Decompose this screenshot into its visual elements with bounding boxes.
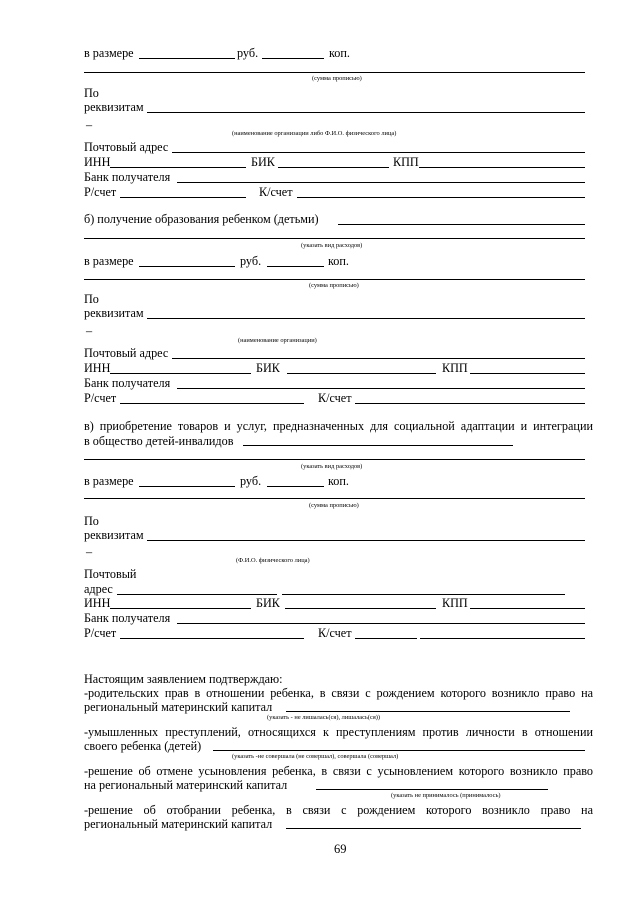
bank-field[interactable]	[177, 388, 585, 389]
amount-rub-field[interactable]	[139, 486, 235, 487]
bik-field[interactable]	[278, 167, 389, 168]
kpp-field[interactable]	[470, 373, 585, 374]
hint-org: (наименование организации либо Ф.И.О. физического лица)	[232, 130, 397, 137]
kschet-label: К/счет	[259, 185, 293, 199]
po-label: По	[84, 292, 99, 306]
rschet-field[interactable]	[120, 403, 304, 404]
rub-label: руб.	[237, 46, 259, 60]
inn-field[interactable]	[110, 167, 246, 168]
rschet-label: Р/счет	[84, 185, 117, 199]
confirm-item4-line1: -решение об отобрании ребенка, в связи с рождением которого возникло право на	[84, 803, 593, 817]
kpp-label: КПП	[442, 596, 468, 610]
hint-fio: (Ф.И.О. физического лица)	[236, 557, 310, 564]
kop-label: коп.	[328, 254, 349, 268]
confirm-heading: Настоящим заявлением подтверждаю:	[84, 672, 283, 686]
confirm-item1-line1: -родительских прав в отношении ребенка, в связи с рождением которого возникло право на	[84, 686, 593, 700]
rekvizitam-label: реквизитам	[84, 306, 144, 320]
hint-amount-words: (сумма прописью)	[309, 502, 359, 509]
amount-words-field[interactable]	[84, 498, 585, 499]
kschet-label: К/счет	[318, 391, 352, 405]
kschet-field[interactable]	[297, 197, 585, 198]
inn-label: ИНН	[84, 361, 111, 375]
kpp-label: КПП	[393, 155, 419, 169]
amount-words-field[interactable]	[84, 72, 585, 73]
confirm-item3-field[interactable]	[316, 789, 548, 790]
postal-label: Почтовый адрес	[84, 346, 169, 360]
recipient-field[interactable]	[147, 318, 585, 319]
bik-label: БИК	[256, 596, 280, 610]
postal-field[interactable]	[117, 594, 277, 595]
rschet-field[interactable]	[120, 197, 246, 198]
bik-label: БИК	[256, 361, 280, 375]
hint-amount-words: (сумма прописью)	[309, 282, 359, 289]
bank-label: Банк получателя	[84, 376, 171, 390]
kop-label: коп.	[328, 474, 349, 488]
amount-label: в размере	[84, 474, 134, 488]
bank-label: Банк получателя	[84, 170, 171, 184]
postal-label: Почтовый	[84, 567, 137, 581]
bank-field[interactable]	[177, 182, 585, 183]
section-c-title-line2: в общество детей-инвалидов	[84, 434, 234, 448]
section-c-title-line1: в) приобретение товаров и услуг, предназначенных для социальной адаптации и интеграции	[84, 419, 593, 433]
confirm-item3-hint: (указать не принималось (принималось)	[391, 792, 501, 799]
rub-label: руб.	[240, 474, 262, 488]
amount-kop-field[interactable]	[267, 486, 324, 487]
confirm-item3-line2: на региональный материнский капитал	[84, 778, 288, 792]
bank-label: Банк получателя	[84, 611, 171, 625]
bik-field[interactable]	[287, 373, 436, 374]
section-c-expense-field[interactable]	[243, 445, 513, 446]
kschet-field[interactable]	[355, 403, 585, 404]
dash: –	[86, 324, 93, 338]
rub-label: руб.	[240, 254, 262, 268]
section-b-title: б) получение образования ребенком (детьми)	[84, 212, 319, 226]
confirm-item2-line2: своего ребенка (детей)	[84, 739, 202, 753]
po-label: По	[84, 86, 99, 100]
kop-label: коп.	[329, 46, 350, 60]
dash: –	[86, 545, 93, 559]
recipient-field[interactable]	[147, 112, 585, 113]
confirm-item1-field[interactable]	[286, 711, 570, 712]
hint-expense: (указать вид расходов)	[301, 463, 363, 470]
kschet-label: К/счет	[318, 626, 352, 640]
rekvizitam-label: реквизитам	[84, 528, 144, 542]
amount-kop-field[interactable]	[267, 266, 324, 267]
hint-amount-words: (сумма прописью)	[312, 75, 362, 82]
kschet-field-2[interactable]	[420, 638, 585, 639]
rschet-field[interactable]	[120, 638, 304, 639]
confirm-item4-line2: региональный материнский капитал	[84, 817, 273, 831]
po-label: По	[84, 514, 99, 528]
postal-field[interactable]	[172, 358, 585, 359]
page-number: 69	[334, 842, 347, 856]
inn-label: ИНН	[84, 596, 111, 610]
section-c-expense-line[interactable]	[84, 459, 585, 460]
confirm-item3-line1: -решение об отмене усыновления ребенка, в связи с усыновлением которого возникло право	[84, 764, 593, 778]
confirm-item4-field[interactable]	[286, 828, 581, 829]
postal-label: Почтовый адрес	[84, 140, 169, 154]
dash: –	[86, 118, 93, 132]
inn-label: ИНН	[84, 155, 111, 169]
amount-kop-field[interactable]	[262, 58, 324, 59]
kpp-field[interactable]	[419, 167, 585, 168]
hint-expense: (указать вид расходов)	[301, 242, 363, 249]
recipient-field[interactable]	[147, 540, 585, 541]
confirm-item1-hint: (указать - не лишалась(ся), лишалась(ся))	[267, 714, 381, 721]
confirm-item1-line2: региональный материнский капитал	[84, 700, 273, 714]
bank-field[interactable]	[177, 623, 585, 624]
hint-org: (наименование организации)	[238, 337, 317, 344]
amount-rub-field[interactable]	[139, 266, 235, 267]
amount-rub-field[interactable]	[139, 58, 235, 59]
bik-field[interactable]	[285, 608, 436, 609]
section-b-expense-field[interactable]	[338, 224, 585, 225]
amount-words-field[interactable]	[84, 279, 585, 280]
confirm-item2-line1: -умышленных преступлений, относящихся к преступлениям против личности в отношении	[84, 725, 593, 739]
kpp-field[interactable]	[470, 608, 585, 609]
kschet-field[interactable]	[355, 638, 417, 639]
kpp-label: КПП	[442, 361, 468, 375]
postal-field[interactable]	[172, 152, 585, 153]
postal-label-2: адрес	[84, 582, 113, 596]
bik-label: БИК	[251, 155, 275, 169]
confirm-item2-hint: (указать -не совершала (не совершал), совершала (совершал)	[232, 753, 399, 760]
postal-field-2[interactable]	[282, 594, 565, 595]
amount-label: в размере	[84, 254, 134, 268]
confirm-item2-field[interactable]	[213, 750, 585, 751]
inn-field[interactable]	[110, 608, 251, 609]
rekvizitam-label: реквизитам	[84, 100, 144, 114]
inn-field[interactable]	[110, 373, 251, 374]
section-b-expense-line[interactable]	[84, 238, 585, 239]
rschet-label: Р/счет	[84, 626, 117, 640]
rschet-label: Р/счет	[84, 391, 117, 405]
amount-label: в размере	[84, 46, 134, 60]
